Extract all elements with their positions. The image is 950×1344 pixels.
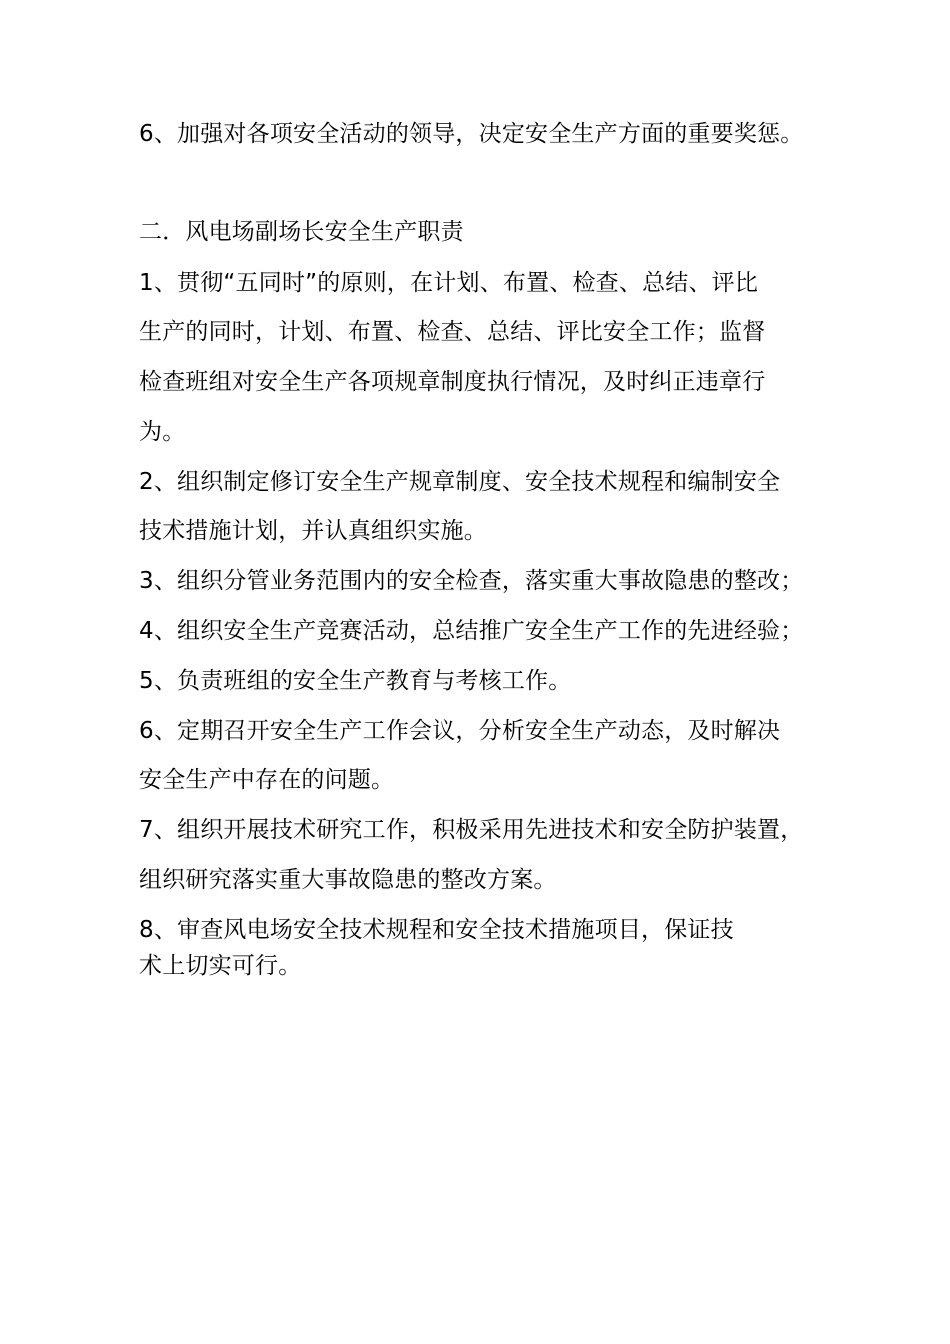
paragraph-line: 安全生产中存在的问题。 xyxy=(139,767,395,793)
paragraph-line: 4、组织安全生产竞赛活动，总结推广安全生产工作的先进经验； xyxy=(139,618,804,644)
paragraph-line: 技术措施计划，并认真组织实施。 xyxy=(139,518,487,544)
paragraph-line: 8、审查风电场安全技术规程和安全技术措施项目，保证技 xyxy=(139,917,734,943)
paragraph-line: 组织研究落实重大事故隐患的整改方案。 xyxy=(139,867,557,893)
paragraph-item-6-rewards: 6、加强对各项安全活动的领导，决定安全生产方面的重要奖惩。 xyxy=(139,121,804,147)
paragraph-line: 3、组织分管业务范围内的安全检查，落实重大事故隐患的整改； xyxy=(139,568,804,594)
paragraph-line: 生产的同时，计划、布置、检查、总结、评比安全工作；监督 xyxy=(139,319,766,345)
paragraph-line: 1、贯彻“五同时”的原则，在计划、布置、检查、总结、评比 xyxy=(139,270,759,296)
paragraph-line: 为。 xyxy=(139,419,186,445)
paragraph-line: 7、组织开展技术研究工作，积极采用先进技术和安全防护装置， xyxy=(139,817,804,843)
paragraph-line: 术上切实可行。 xyxy=(139,953,302,979)
paragraph-line: 检查班组对安全生产各项规章制度执行情况，及时纠正违章行 xyxy=(139,369,766,395)
paragraph-line: 6、定期召开安全生产工作会议，分析安全生产动态，及时解决 xyxy=(139,718,781,744)
paragraph-line: 5、负责班组的安全生产教育与考核工作。 xyxy=(139,668,572,694)
paragraph-line: 2、组织制定修订安全生产规章制度、安全技术规程和编制安全 xyxy=(139,469,781,495)
section-heading: 二．风电场副场长安全生产职责 xyxy=(139,219,464,245)
